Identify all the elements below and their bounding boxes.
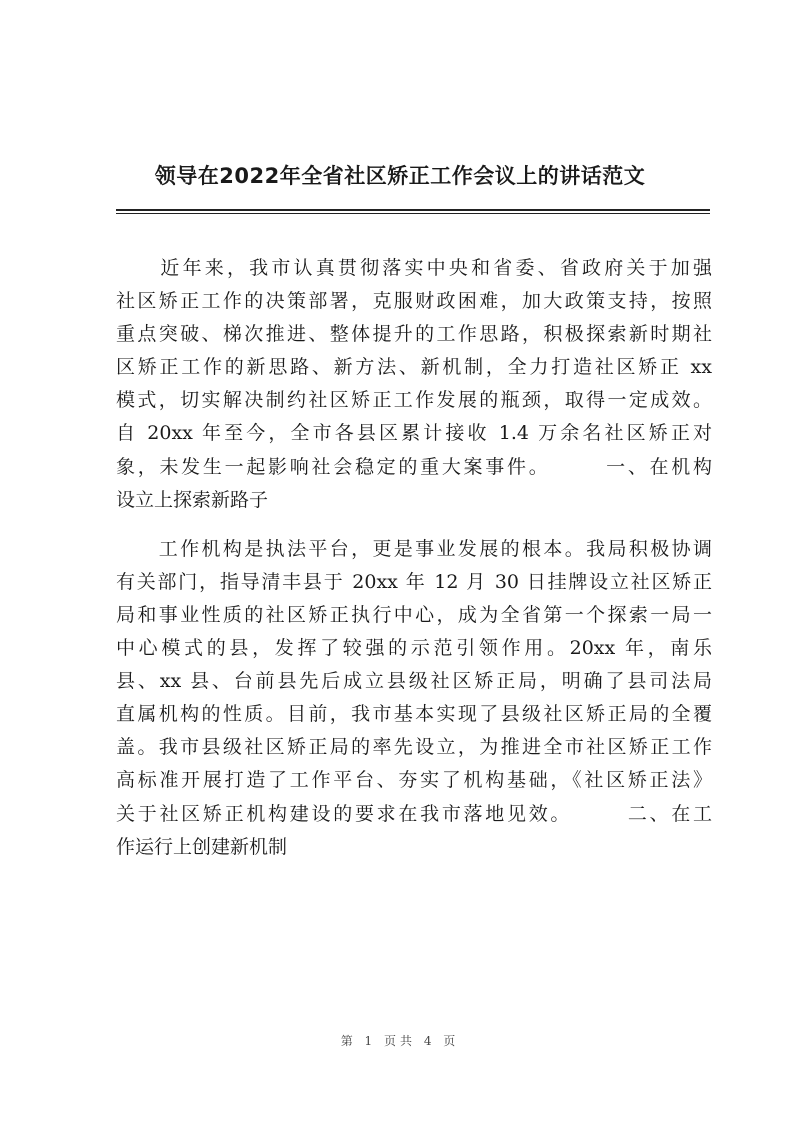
paragraph-2 — [116, 533, 712, 864]
paragraph-1 — [116, 252, 712, 517]
text-line: 自 20xx 年至今，全市各县区累计接收 1.4 万余名社区矫正对 — [116, 422, 712, 445]
text-line: 关于社区矫正机构建设的要求在我市落地见效。 二、在工 — [116, 802, 712, 825]
text-line: 象，未发生一起影响社会稳定的重大案事件。 一、在机构 — [116, 455, 712, 478]
text-line: 局和事业性质的社区矫正执行中心，成为全省第一个探索一局一 — [116, 603, 712, 626]
text-line: 工作机构是执法平台，更是事业发展的根本。我局积极协调 — [116, 537, 712, 560]
text-line: 有关部门，指导清丰县于 20xx 年 12 月 30 日挂牌设立社区矫正 — [116, 570, 712, 593]
document-body — [116, 252, 712, 864]
text-line: 社区矫正工作的决策部署，克服财政困难，加大政策支持，按照 — [116, 290, 712, 313]
document-title: 领导在2022年全省社区矫正工作会议上的讲话范文 — [154, 164, 646, 188]
text-line: 盖。我市县级社区矫正局的率先设立，为推进全市社区矫正工作 — [116, 736, 712, 759]
text-line: 近年来，我市认真贯彻落实中央和省委、省政府关于加强 — [116, 257, 712, 279]
text-line: 县、xx 县、台前县先后成立县级社区矫正局，明确了县司法局 — [116, 670, 712, 693]
text-line: 中心模式的县，发挥了较强的示范引领作用。20xx 年，南乐 — [116, 637, 712, 660]
text-line: 高标准开展打造了工作平台、夯实了机构基础，《社区矫正法》 — [116, 769, 712, 792]
text-line: 区矫正工作的新思路、新方法、新机制，全力打造社区矫正 xx — [116, 356, 712, 379]
text-line: 设立上探索新路子 — [116, 488, 269, 511]
text-line: 作运行上创建新机制 — [116, 835, 288, 858]
text-line: 直属机构的性质。目前，我市基本实现了县级社区矫正局的全覆 — [116, 703, 712, 726]
text-line: 重点突破、梯次推进、整体提升的工作思路，积极探索新时期社 — [116, 323, 712, 346]
title-underline-rule — [116, 209, 710, 214]
text-line: 模式，切实解决制约社区矫正工作发展的瓶颈，取得一定成效。 — [116, 389, 712, 412]
paragraph-spacer — [116, 517, 712, 533]
page-footer: 第 1 页共 4 页 — [340, 1034, 460, 1048]
